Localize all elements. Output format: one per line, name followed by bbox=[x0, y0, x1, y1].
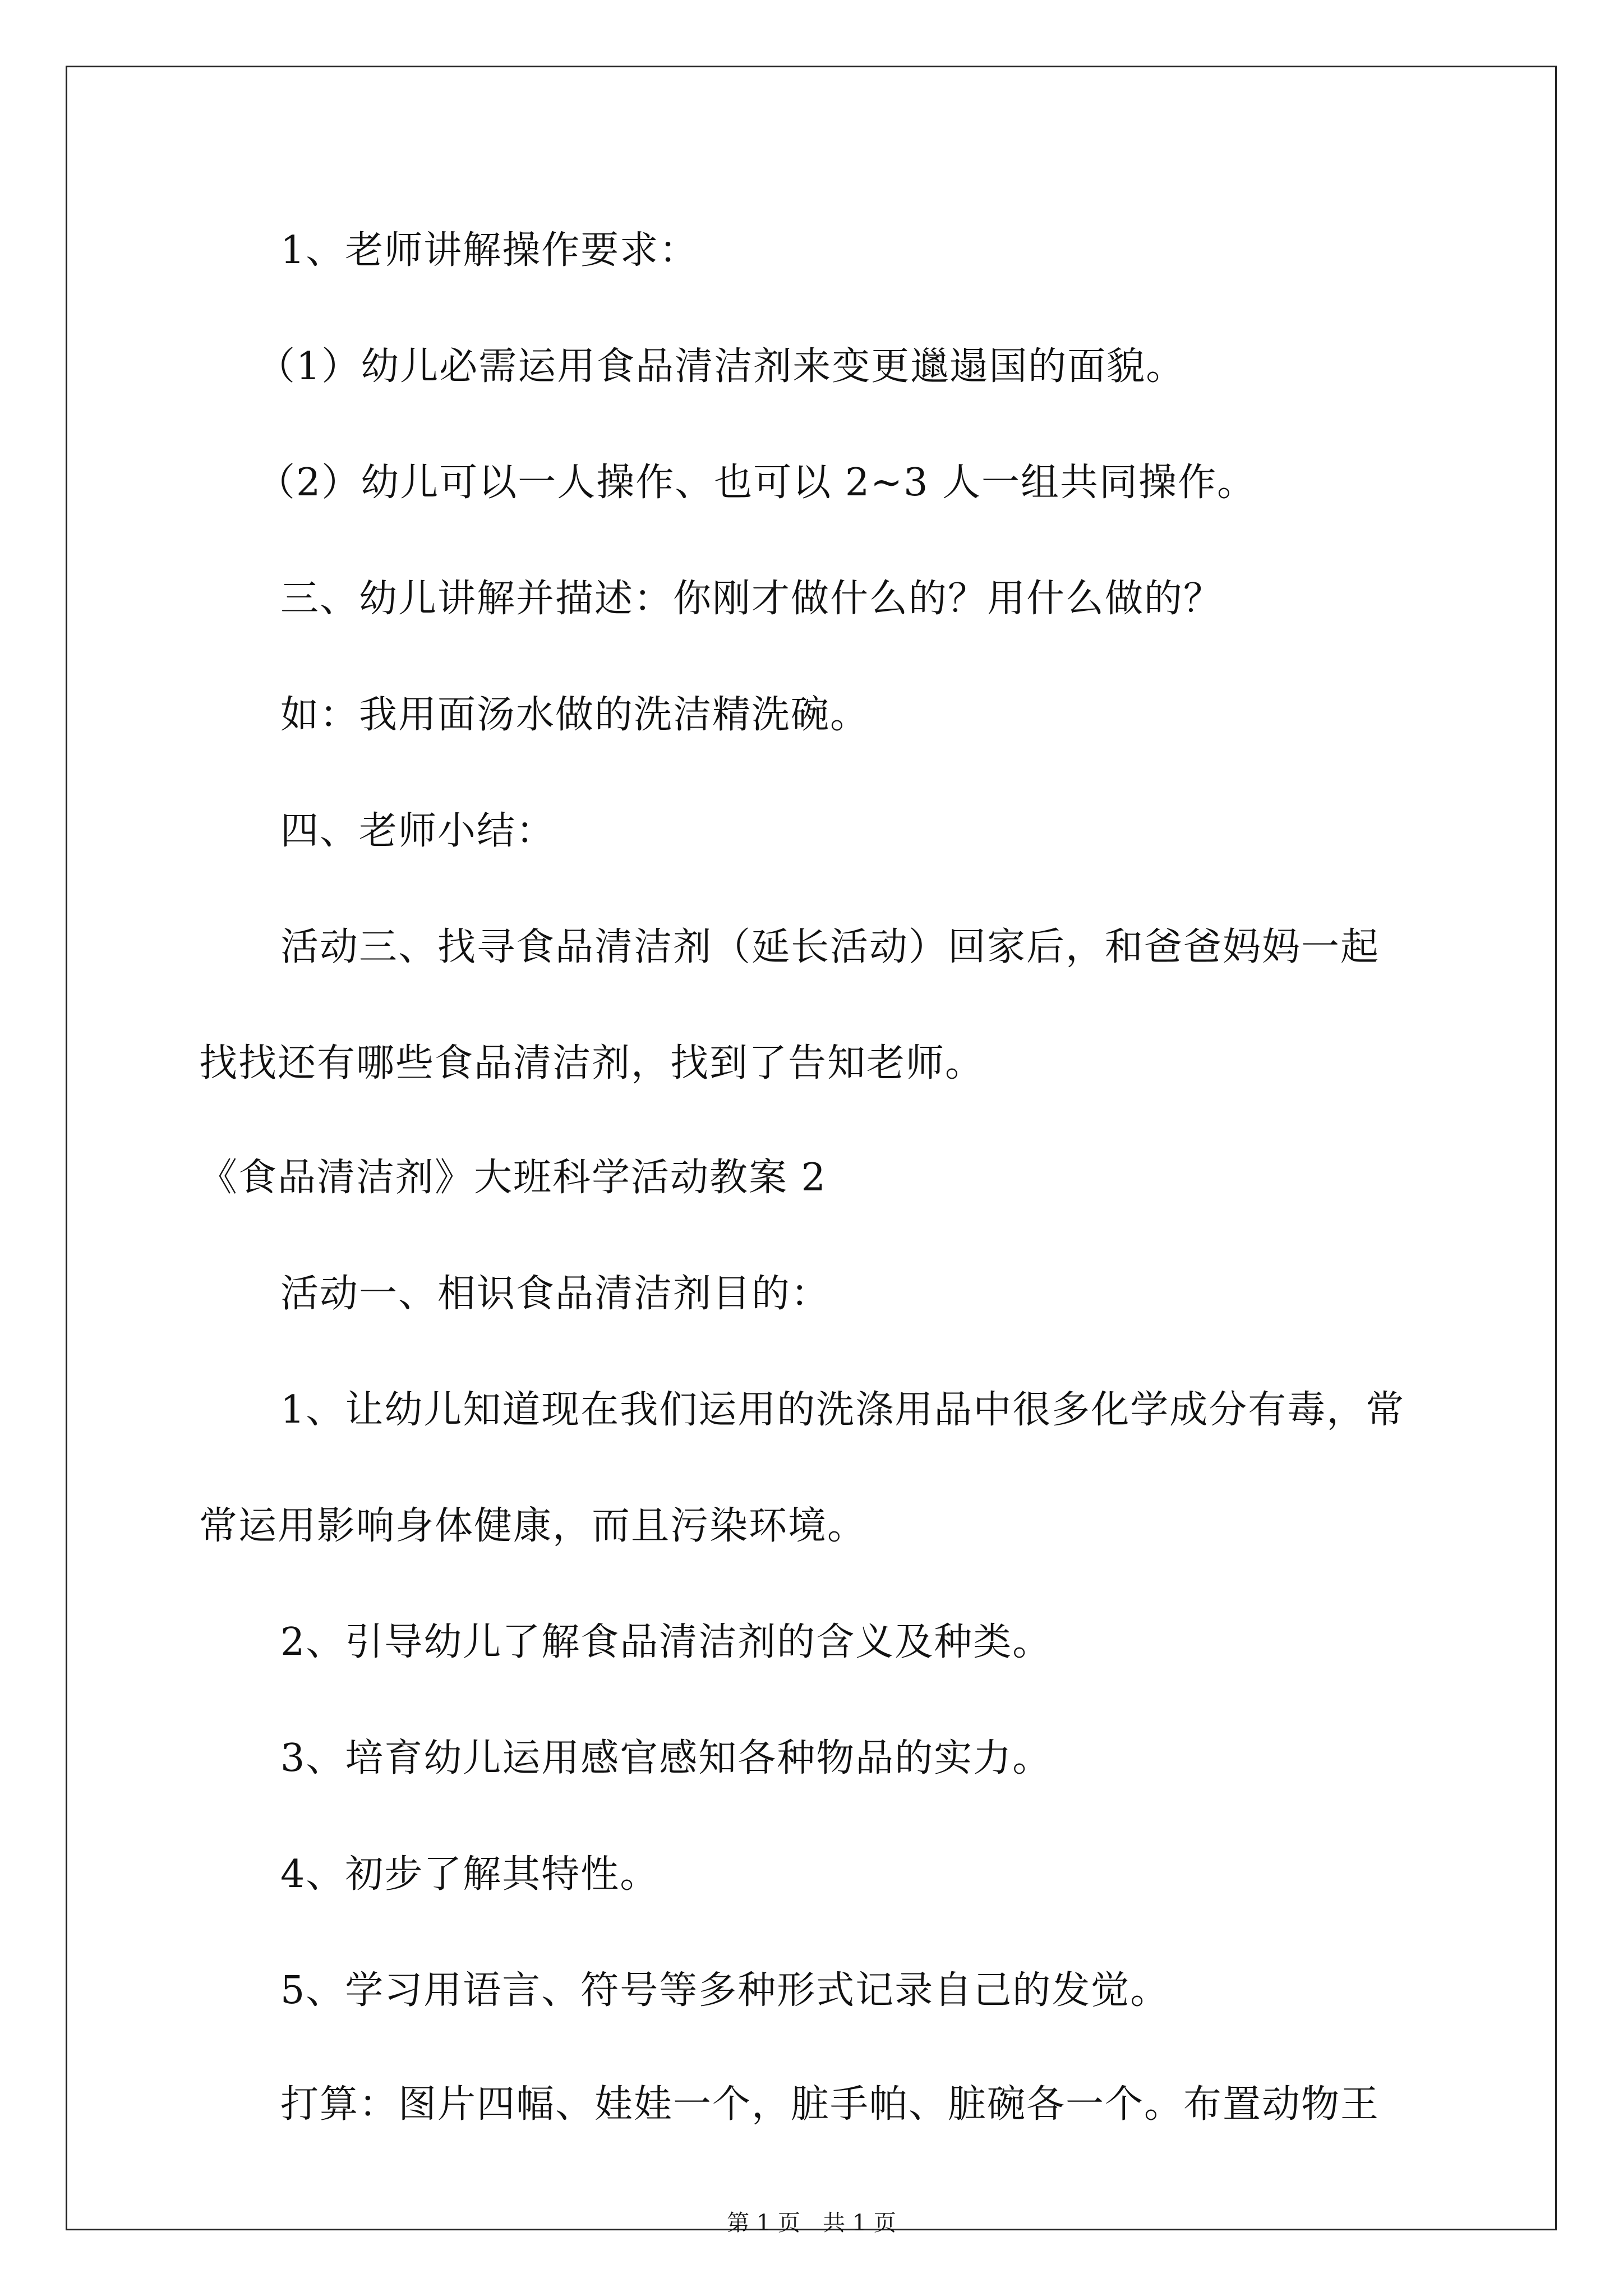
text-line: 四、老师小结： bbox=[280, 809, 556, 853]
text-line: 活动一、相识食品清洁剂目的： bbox=[280, 1272, 831, 1316]
text-line: 5、学习用语言、符号等多种形式记录自己的发觉。 bbox=[280, 1968, 1170, 2013]
text-line: 三、幼儿讲解并描述：你刚才做什么的？用什么做的？ bbox=[280, 577, 1223, 621]
text-line: 3、培育幼儿运用感官感知各种物品的实力。 bbox=[280, 1736, 1052, 1780]
text-line: 2、引导幼儿了解食品清洁剂的含义及种类。 bbox=[280, 1620, 1052, 1664]
page-footer: 第 1 页 共 1 页 bbox=[727, 2210, 896, 2236]
text-line: （2）幼儿可以一人操作、也可以 2~3 人一组共同操作。 bbox=[257, 461, 1256, 505]
text-line: 找找还有哪些食品清洁剂，找到了告知老师。 bbox=[199, 1041, 985, 1085]
section-heading: 《食品清洁剂》大班科学活动教案 2 bbox=[199, 1156, 827, 1200]
text-line: 1、老师讲解操作要求： bbox=[280, 228, 699, 273]
text-line: 4、初步了解其特性。 bbox=[280, 1852, 660, 1897]
text-line: 1、让幼儿知道现在我们运用的洗涤用品中很多化学成分有毒，常 bbox=[280, 1388, 1405, 1432]
text-line: 活动三、找寻食品清洁剂（延长活动）回家后，和爸爸妈妈一起 bbox=[280, 925, 1380, 969]
text-line: （1）幼儿必需运用食品清洁剂来变更邋遢国的面貌。 bbox=[257, 344, 1186, 389]
text-line: 打算：图片四幅、娃娃一个，脏手帕、脏碗各一个。布置动物王 bbox=[280, 2082, 1380, 2127]
text-line: 常运用影响身体健康，而且污染环境。 bbox=[199, 1504, 867, 1548]
text-line: 如：我用面汤水做的洗洁精洗碗。 bbox=[280, 693, 870, 737]
